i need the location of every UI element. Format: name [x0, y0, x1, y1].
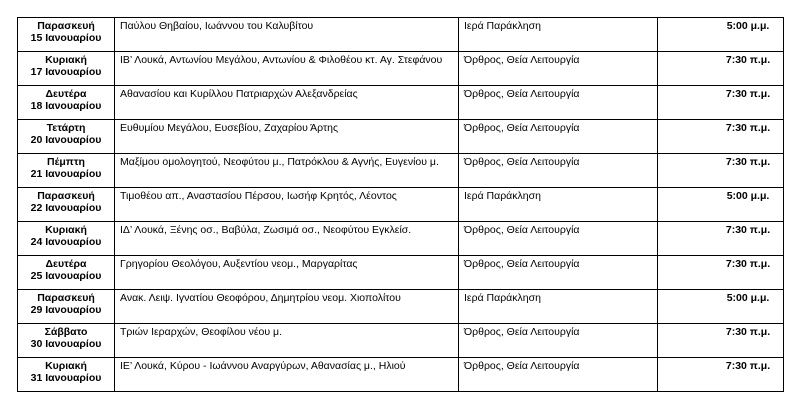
table-row [18, 324, 784, 358]
saints-cell: ΙΒ’ Λουκά, Αντωνίου Μεγάλου, Αντωνίου & Φιλοθέου κτ. Αγ. Στεφάνου [115, 52, 459, 86]
services-schedule-table [17, 17, 784, 392]
service-cell: Όρθρος, Θεία Λειτουργία [459, 256, 658, 290]
date: 25 Ιανουαρίου [30, 270, 102, 282]
time-cell: 7:30 π.μ. [658, 324, 784, 358]
time-cell: 7:30 π.μ. [658, 358, 784, 392]
saints-cell: Τιμοθέου απ., Αναστασίου Πέρσου, Ιωσήφ Κρητός, Λέοντος [115, 188, 459, 222]
day-cell [18, 18, 115, 52]
day-cell [18, 188, 115, 222]
weekday: Παρασκευή [37, 20, 95, 32]
table-row [18, 52, 784, 86]
table-row [18, 358, 784, 392]
time-cell: 7:30 π.μ. [658, 52, 784, 86]
table-row [18, 154, 784, 188]
service-cell: Όρθρος, Θεία Λειτουργία [459, 358, 658, 392]
saints-cell: Γρηγορίου Θεολόγου, Αυξεντίου νεομ., Μαργαρίτας [115, 256, 459, 290]
table-row [18, 86, 784, 120]
weekday: Κυριακή [45, 54, 87, 66]
time-cell: 5:00 μ.μ. [658, 290, 784, 324]
saints-cell: Τριών Ιεραρχών, Θεοφίλου νέου μ. [115, 324, 459, 358]
date: 21 Ιανουαρίου [30, 168, 102, 180]
time-cell: 5:00 μ.μ. [658, 188, 784, 222]
table-row [18, 222, 784, 256]
date: 20 Ιανουαρίου [30, 134, 102, 146]
weekday: Σάββατο [44, 326, 88, 338]
weekday: Τετάρτη [46, 122, 86, 134]
day-cell [18, 290, 115, 324]
day-cell [18, 120, 115, 154]
time-cell: 7:30 π.μ. [658, 222, 784, 256]
service-cell: Όρθρος, Θεία Λειτουργία [459, 154, 658, 188]
saints-cell: Μαξίμου ομολογητού, Νεοφύτου μ., Πατρόκλου & Αγνής, Ευγενίου μ. [115, 154, 459, 188]
day-cell [18, 324, 115, 358]
saints-cell: Ανακ. Λειψ. Ιγνατίου Θεοφόρου, Δημητρίου νεομ. Χιοπολίτου [115, 290, 459, 324]
table-row [18, 290, 784, 324]
table-row [18, 120, 784, 154]
time-cell: 5:00 μ.μ. [658, 18, 784, 52]
table-row [18, 18, 784, 52]
date: 24 Ιανουαρίου [30, 236, 102, 248]
day-cell [18, 222, 115, 256]
schedule-body [18, 18, 784, 392]
saints-cell: ΙΕ’ Λουκά, Κύρου - Ιωάννου Αναργύρων, Αθανασίας μ., Ηλιού [115, 358, 459, 392]
day-cell [18, 154, 115, 188]
service-cell: Όρθρος, Θεία Λειτουργία [459, 324, 658, 358]
weekday: Δευτέρα [45, 88, 87, 100]
day-cell [18, 86, 115, 120]
date: 15 Ιανουαρίου [30, 32, 102, 44]
day-cell [18, 52, 115, 86]
time-cell: 7:30 π.μ. [658, 86, 784, 120]
time-cell: 7:30 π.μ. [658, 256, 784, 290]
service-cell: Όρθρος, Θεία Λειτουργία [459, 222, 658, 256]
date: 29 Ιανουαρίου [30, 304, 102, 316]
weekday: Δευτέρα [45, 258, 87, 270]
saints-cell: Ευθυμίου Μεγάλου, Ευσεβίου, Ζαχαρίου Άρτης [115, 120, 459, 154]
day-cell [18, 358, 115, 392]
weekday: Πέμπτη [47, 156, 85, 168]
weekday: Κυριακή [45, 360, 87, 372]
day-cell [18, 256, 115, 290]
weekday: Παρασκευή [37, 190, 95, 202]
date: 30 Ιανουαρίου [30, 338, 102, 350]
service-cell: Ιερά Παράκληση [459, 18, 658, 52]
date: 31 Ιανουαρίου [30, 372, 102, 384]
table-row [18, 188, 784, 222]
weekday: Κυριακή [45, 224, 87, 236]
weekday: Παρασκευή [37, 292, 95, 304]
saints-cell: Αθανασίου και Κυρίλλου Πατριαρχών Αλεξανδρείας [115, 86, 459, 120]
date: 22 Ιανουαρίου [30, 202, 102, 214]
time-cell: 7:30 π.μ. [658, 120, 784, 154]
date: 18 Ιανουαρίου [30, 100, 102, 112]
date: 17 Ιανουαρίου [30, 66, 102, 78]
service-cell: Όρθρος, Θεία Λειτουργία [459, 86, 658, 120]
service-cell: Όρθρος, Θεία Λειτουργία [459, 120, 658, 154]
service-cell: Ιερά Παράκληση [459, 290, 658, 324]
time-cell: 7:30 π.μ. [658, 154, 784, 188]
saints-cell: Παύλου Θηβαίου, Ιωάννου του Καλυβίτου [115, 18, 459, 52]
service-cell: Ιερά Παράκληση [459, 188, 658, 222]
saints-cell: ΙΔ’ Λουκά, Ξένης οσ., Βαβύλα, Ζωσιμά οσ., Νεοφύτου Εγκλείσ. [115, 222, 459, 256]
table-row [18, 256, 784, 290]
service-cell: Όρθρος, Θεία Λειτουργία [459, 52, 658, 86]
